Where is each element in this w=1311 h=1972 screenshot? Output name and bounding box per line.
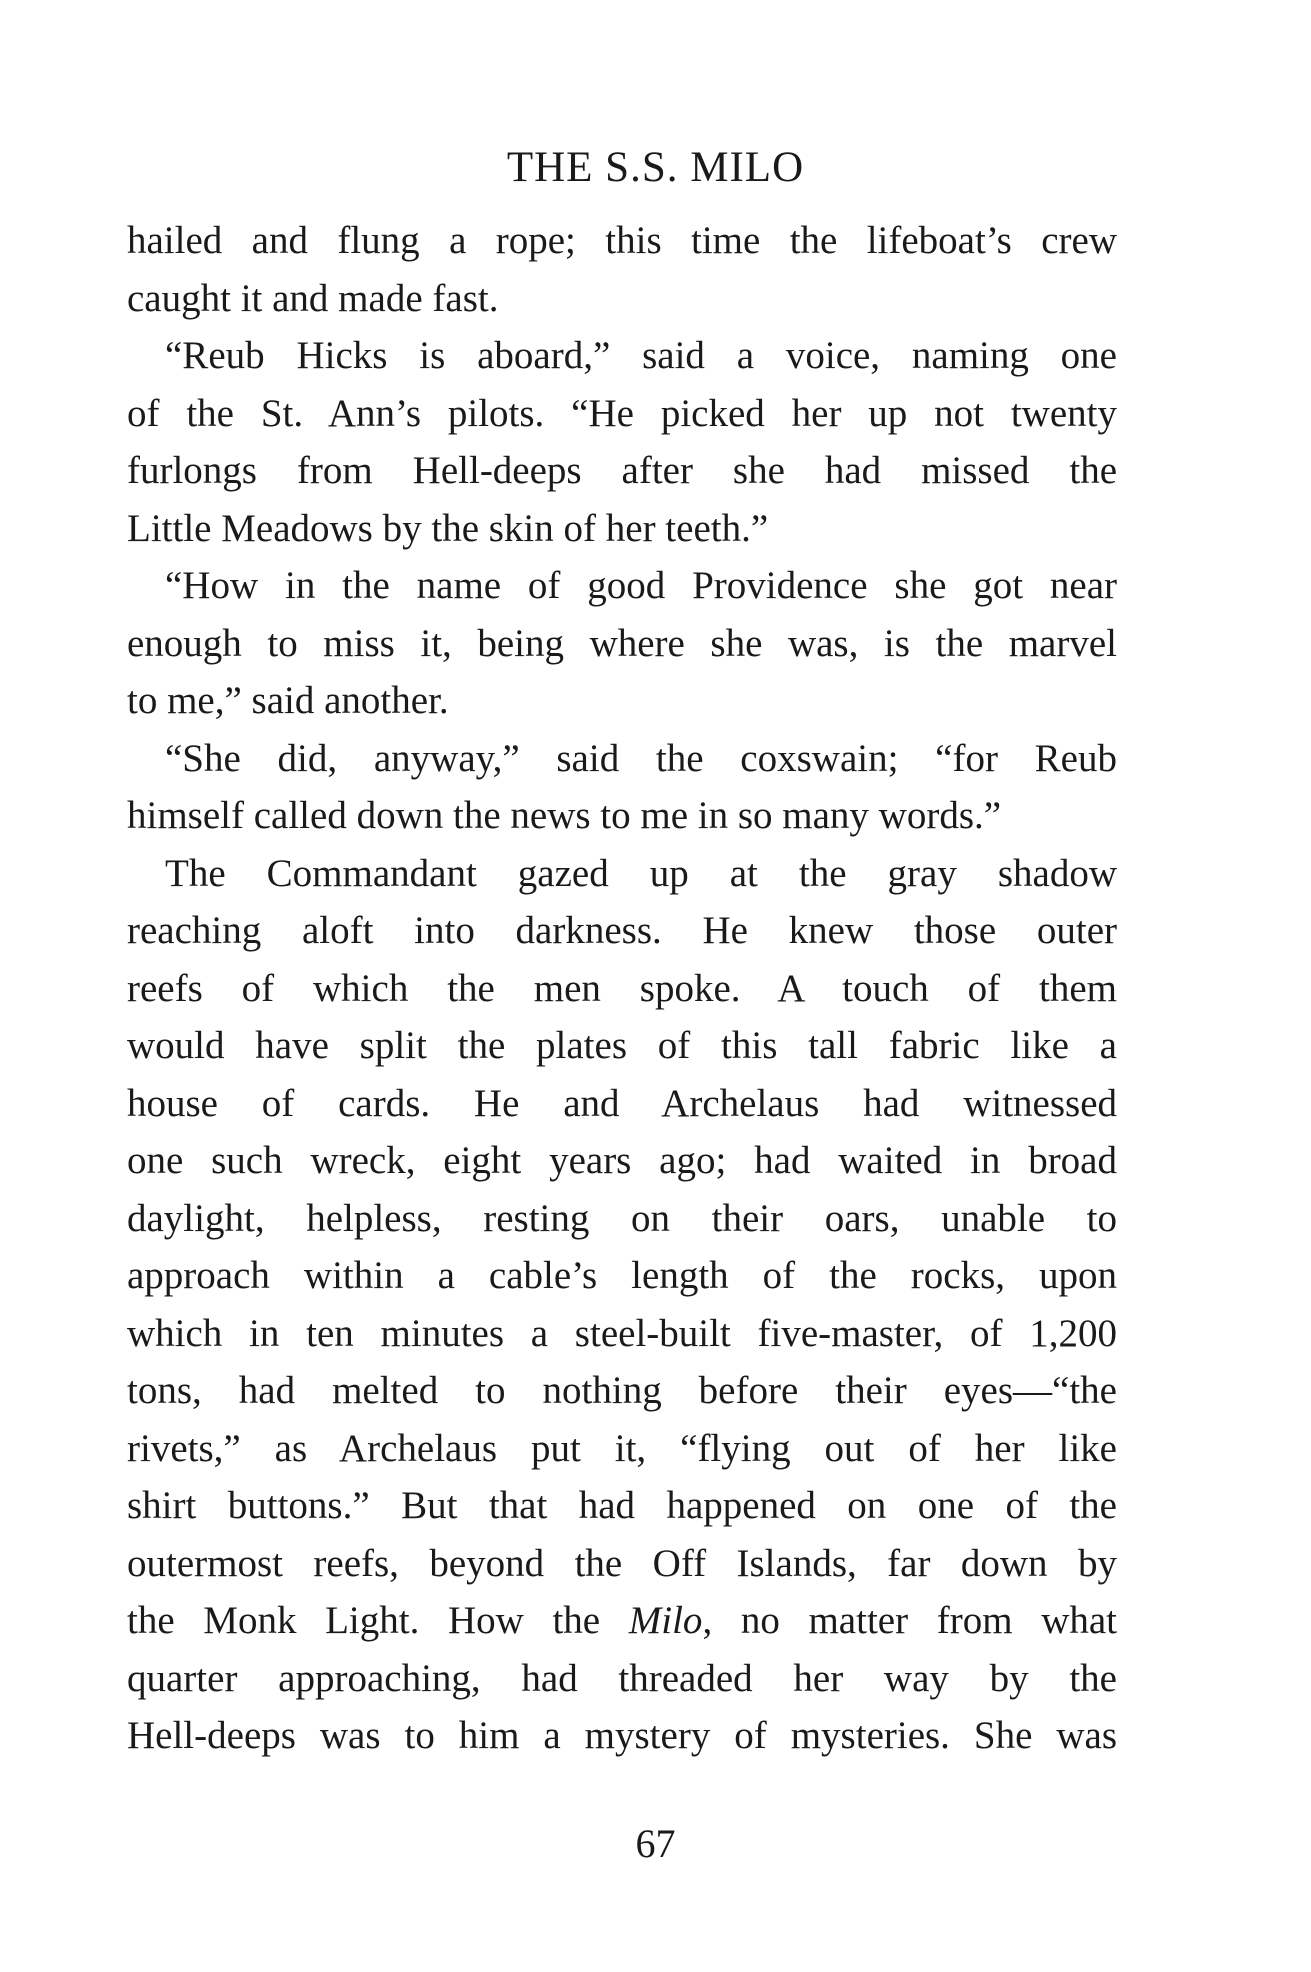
- text-line: outermost reefs, beyond the Off Islands, far down by: [127, 1541, 1117, 1585]
- text-line: reaching aloft into darkness. He knew those outer: [127, 909, 1117, 952]
- text-line: of the St. Ann’s pilots. “He picked her up not twenty: [127, 391, 1117, 435]
- text-line: house of cards. He and Archelaus had witnessed: [127, 1081, 1117, 1125]
- text-line: Hell-deeps was to him a mystery of mysteries. She was: [127, 1714, 1117, 1757]
- text-line: would have split the plates of this tall fabric like a: [127, 1024, 1117, 1067]
- text-line: “She did, anyway,” said the coxswain; “for Reub: [165, 736, 1117, 780]
- text-line: reefs of which the men spoke. A touch of them: [127, 966, 1117, 1010]
- text-line: tons, had melted to nothing before their eyes—“the: [127, 1369, 1117, 1412]
- body-text: [127, 212, 1117, 1765]
- text-line: caught it and made fast.: [127, 276, 499, 320]
- page-number: 67: [635, 1821, 676, 1866]
- text-line: one such wreck, eight years ago; had waited in broad: [127, 1139, 1117, 1182]
- text-line: himself called down the news to me in so many words.”: [127, 794, 1002, 837]
- text-line: rivets,” as Archelaus put it, “flying out of her like: [127, 1426, 1117, 1470]
- text-line: daylight, helpless, resting on their oars, unable to: [127, 1196, 1117, 1240]
- text-line: the Monk Light. How the Milo, no matter from what: [127, 1599, 1117, 1642]
- running-head: THE S.S. MILO: [506, 144, 805, 191]
- text-line: enough to miss it, being where she was, is the marvel: [127, 621, 1117, 665]
- text-line: approach within a cable’s length of the rocks, upon: [127, 1254, 1117, 1297]
- text-line: “How in the name of good Providence she got near: [165, 564, 1117, 607]
- text-line: furlongs from Hell-deeps after she had missed the: [127, 449, 1117, 492]
- text-line: shirt buttons.” But that had happened on one of the: [127, 1484, 1117, 1527]
- text-line: Little Meadows by the skin of her teeth.”: [127, 506, 769, 550]
- text-line: “Reub Hicks is aboard,” said a voice, naming one: [165, 334, 1117, 377]
- text-line: quarter approaching, had threaded her way by the: [127, 1656, 1117, 1700]
- text-line: The Commandant gazed up at the gray shadow: [165, 851, 1117, 895]
- text-line: hailed and flung a rope; this time the lifeboat’s crew: [127, 219, 1117, 262]
- text-line: which in ten minutes a steel-built five-master, of 1,200: [127, 1311, 1117, 1355]
- text-line: to me,” said another.: [127, 679, 449, 722]
